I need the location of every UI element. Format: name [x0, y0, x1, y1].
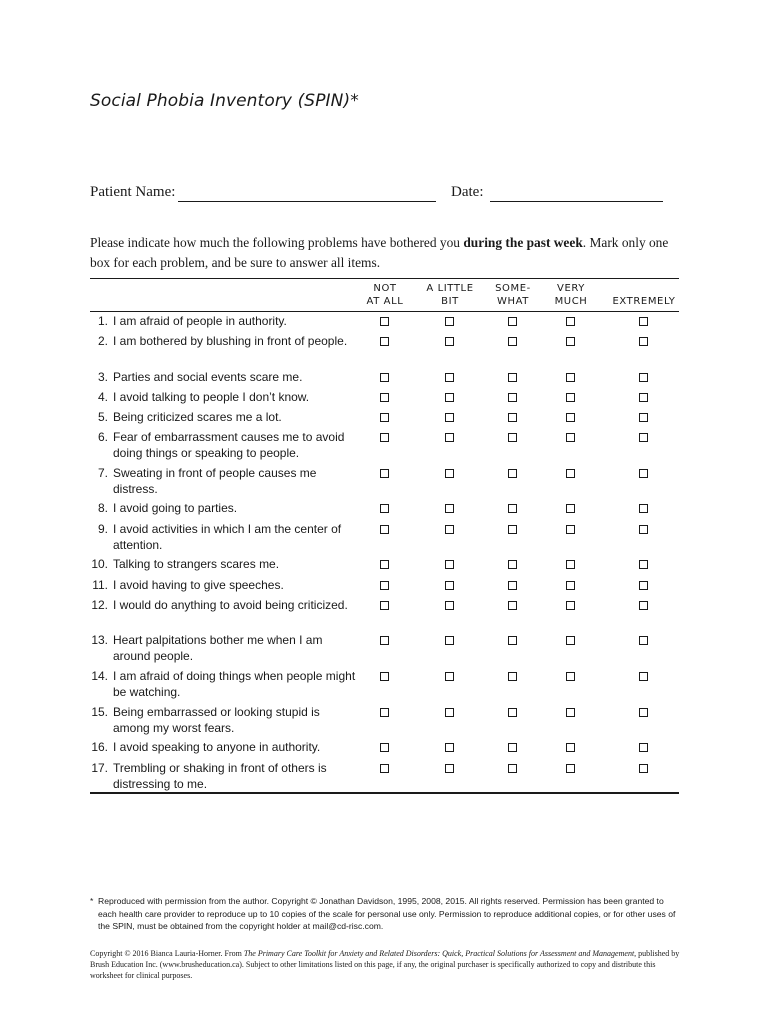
instructions-emphasis: during the past week [463, 235, 583, 250]
item-number: 11. [92, 578, 108, 592]
patient-name-field[interactable] [178, 201, 436, 202]
item-number: 1. [97, 314, 108, 328]
checkbox-item9-col2[interactable] [445, 525, 454, 534]
permission-footnote [90, 895, 680, 933]
checkbox-item17-col1[interactable] [380, 764, 389, 773]
checkbox-item14-col4[interactable] [566, 672, 575, 681]
checkbox-item12-col1[interactable] [380, 601, 389, 610]
item-number: 4. [97, 390, 108, 404]
checkbox-item13-col2[interactable] [445, 636, 454, 645]
column-header-line2: MUCH [554, 296, 588, 307]
patient-name-label: Patient Name: [90, 184, 176, 200]
checkbox-item1-col1[interactable] [380, 317, 389, 326]
item-text: I am bothered by blushing in front of people. [113, 334, 348, 348]
copyright-text-end: , published by Brush Education Inc. (www.brusheducation.ca). Subject to other limitations listed on this page, if any, the original purchaser is specifically authorized to copy and distribute this worksheet for clinical purposes. [90, 949, 680, 980]
checkbox-item14-col3[interactable] [508, 672, 517, 681]
item-text: I am afraid of people in authority. [113, 314, 287, 328]
copyright-notice [90, 948, 680, 981]
checkbox-item5-col4[interactable] [566, 413, 575, 422]
item-number: 13. [91, 633, 108, 647]
checkbox-item17-col2[interactable] [445, 764, 454, 773]
checkbox-item8-col1[interactable] [380, 504, 389, 513]
checkbox-item8-col5[interactable] [639, 504, 648, 513]
date-label: Date: [451, 184, 484, 200]
checkbox-item4-col5[interactable] [639, 393, 648, 402]
item-text: Heart palpitations bother me when I am around people. [113, 633, 323, 663]
checkbox-item14-col1[interactable] [380, 672, 389, 681]
checkbox-item7-col4[interactable] [566, 469, 575, 478]
date-field[interactable] [490, 201, 663, 202]
checkbox-item13-col5[interactable] [639, 636, 648, 645]
checkbox-item10-col3[interactable] [508, 560, 517, 569]
column-header-line1: VERY [557, 283, 585, 294]
item-text: Fear of embarrassment causes me to avoid doing things or speaking to people. [113, 430, 345, 460]
item-text: I would do anything to avoid being criticized. [113, 598, 348, 612]
checkbox-item10-col1[interactable] [380, 560, 389, 569]
checkbox-item14-col2[interactable] [445, 672, 454, 681]
item-number: 17. [91, 761, 108, 775]
book-title: The Primary Care Toolkit for Anxiety and Related Disorders: Quick, Practical Solutions for Assessment and Management [243, 949, 635, 958]
column-header-5 [599, 282, 689, 308]
item-number: 6. [97, 430, 108, 444]
column-header-line1 [599, 282, 689, 295]
page-title: Social Phobia Inventory (SPIN)* [90, 91, 359, 111]
checkbox-item2-col1[interactable] [380, 337, 389, 346]
checkbox-item13-col4[interactable] [566, 636, 575, 645]
item-text: I am afraid of doing things when people might be watching. [113, 669, 356, 699]
checkbox-item15-col1[interactable] [380, 708, 389, 717]
column-header-line1: A LITTLE [426, 283, 474, 294]
column-header-line2: AT ALL [366, 296, 404, 307]
table-bottom-rule [90, 792, 679, 794]
checkbox-item4-col4[interactable] [566, 393, 575, 402]
checkbox-item16-col4[interactable] [566, 743, 575, 752]
column-header-line2: EXTREMELY [612, 296, 676, 307]
checkbox-item2-col4[interactable] [566, 337, 575, 346]
checkbox-item9-col1[interactable] [380, 525, 389, 534]
column-header-line2: WHAT [497, 296, 529, 307]
checkbox-item1-col3[interactable] [508, 317, 517, 326]
checkbox-item6-col4[interactable] [566, 433, 575, 442]
item-text: Sweating in front of people causes me distress. [113, 466, 317, 496]
checkbox-item13-col1[interactable] [380, 636, 389, 645]
checkbox-item17-col5[interactable] [639, 764, 648, 773]
checkbox-item8-col2[interactable] [445, 504, 454, 513]
column-header-line1: NOT [373, 283, 397, 294]
checkbox-item16-col5[interactable] [639, 743, 648, 752]
instructions [90, 233, 690, 273]
checkbox-item1-col4[interactable] [566, 317, 575, 326]
checkbox-item13-col3[interactable] [508, 636, 517, 645]
checkbox-item15-col3[interactable] [508, 708, 517, 717]
item-number: 16. [91, 740, 108, 754]
column-header-line1: SOME- [495, 283, 531, 294]
item-number: 12. [91, 598, 108, 612]
checkbox-item7-col2[interactable] [445, 469, 454, 478]
item-text: Being criticized scares me a lot. [113, 410, 282, 424]
checkbox-item8-col4[interactable] [566, 504, 575, 513]
checkbox-item10-col2[interactable] [445, 560, 454, 569]
checkbox-item3-col4[interactable] [566, 373, 575, 382]
item-text: Parties and social events scare me. [113, 370, 303, 384]
checkbox-item1-col2[interactable] [445, 317, 454, 326]
checkbox-item10-col4[interactable] [566, 560, 575, 569]
checkbox-item14-col5[interactable] [639, 672, 648, 681]
checkbox-item9-col3[interactable] [508, 525, 517, 534]
column-header-line2: BIT [441, 296, 459, 307]
checkbox-item9-col4[interactable] [566, 525, 575, 534]
checkbox-item11-col1[interactable] [380, 581, 389, 590]
checkbox-item3-col2[interactable] [445, 373, 454, 382]
item-number: 2. [97, 334, 108, 348]
checkbox-item5-col1[interactable] [380, 413, 389, 422]
checkbox-item15-col2[interactable] [445, 708, 454, 717]
instructions-text: Please indicate how much the following problems have bothered you [90, 235, 464, 250]
checkbox-item6-col3[interactable] [508, 433, 517, 442]
item-text: Talking to strangers scares me. [113, 557, 280, 571]
checkbox-item7-col3[interactable] [508, 469, 517, 478]
checkbox-item12-col5[interactable] [639, 601, 648, 610]
checkbox-item6-col1[interactable] [380, 433, 389, 442]
checkbox-item2-col3[interactable] [508, 337, 517, 346]
item-text: Trembling or shaking in front of others is distressing to me. [113, 761, 327, 791]
checkbox-item16-col2[interactable] [445, 743, 454, 752]
checkbox-item4-col2[interactable] [445, 393, 454, 402]
checkbox-item10-col5[interactable] [639, 560, 648, 569]
item-text: I avoid talking to people I don’t know. [113, 390, 310, 404]
checkbox-item15-col5[interactable] [639, 708, 648, 717]
item-number: 7. [97, 466, 108, 480]
checkbox-item4-col1[interactable] [380, 393, 389, 402]
footnote-text: Reproduced with permission from the author. Copyright © Jonathan Davidson, 1995, 2008, 2015. All rights reserved. Permission has been granted to each health care provider to reproduce up to 10 copies of the scale for personal use only. Permission to reproduce additional copies, or for other uses of the SPIN, must be obtained from the copyright holder at mail@cd-risc.com. [98, 896, 676, 931]
item-text: I avoid having to give speeches. [113, 578, 284, 592]
checkbox-item7-col5[interactable] [639, 469, 648, 478]
copyright-text: Copyright © 2016 Bianca Lauria-Horner. From [90, 949, 244, 958]
checkbox-item9-col5[interactable] [639, 525, 648, 534]
checkbox-item11-col2[interactable] [445, 581, 454, 590]
checkbox-item11-col3[interactable] [508, 581, 517, 590]
checkbox-item5-col2[interactable] [445, 413, 454, 422]
checkbox-item16-col1[interactable] [380, 743, 389, 752]
item-number: 8. [97, 501, 108, 515]
item-number: 10. [91, 557, 108, 571]
table-top-rule [90, 278, 679, 279]
checkbox-item5-col5[interactable] [639, 413, 648, 422]
checkbox-item7-col1[interactable] [380, 469, 389, 478]
checkbox-item3-col1[interactable] [380, 373, 389, 382]
checkbox-item8-col3[interactable] [508, 504, 517, 513]
checkbox-item11-col5[interactable] [639, 581, 648, 590]
checkbox-item6-col5[interactable] [639, 433, 648, 442]
item-text: I avoid going to parties. [113, 501, 238, 515]
item-number: 14. [91, 669, 108, 683]
item-text: Being embarrassed or looking stupid is among my worst fears. [113, 705, 320, 735]
checkbox-item3-col3[interactable] [508, 373, 517, 382]
item-number: 3. [97, 370, 108, 384]
checkbox-item2-col5[interactable] [639, 337, 648, 346]
item-number: 9. [97, 522, 108, 536]
checkbox-item15-col4[interactable] [566, 708, 575, 717]
checkbox-item16-col3[interactable] [508, 743, 517, 752]
checkbox-item5-col3[interactable] [508, 413, 517, 422]
checkbox-item6-col2[interactable] [445, 433, 454, 442]
item-text: I avoid activities in which I am the center of attention. [113, 522, 342, 552]
instructions-text-end: . Mark only one box for each problem, and be sure to answer all items. [90, 235, 669, 270]
checkbox-item12-col4[interactable] [566, 601, 575, 610]
table-header-rule [90, 311, 679, 312]
checkbox-item17-col3[interactable] [508, 764, 517, 773]
checkbox-item11-col4[interactable] [566, 581, 575, 590]
checkbox-item3-col5[interactable] [639, 373, 648, 382]
item-text: I avoid speaking to anyone in authority. [113, 740, 321, 754]
checkbox-item12-col3[interactable] [508, 601, 517, 610]
checkbox-item1-col5[interactable] [639, 317, 648, 326]
checkbox-item2-col2[interactable] [445, 337, 454, 346]
item-number: 15. [91, 705, 108, 719]
checkbox-item4-col3[interactable] [508, 393, 517, 402]
footnote-marker: * [90, 896, 94, 906]
checkbox-item12-col2[interactable] [445, 601, 454, 610]
checkbox-item17-col4[interactable] [566, 764, 575, 773]
item-number: 5. [97, 410, 108, 424]
